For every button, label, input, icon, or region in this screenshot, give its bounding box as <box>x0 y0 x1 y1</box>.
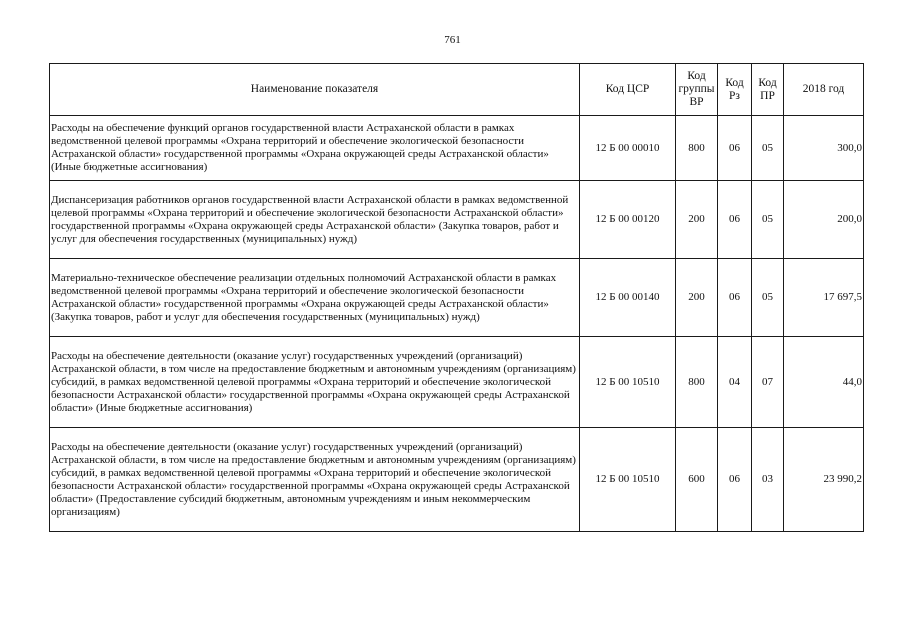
row-csr: 12 Б 00 10510 <box>580 337 676 428</box>
row-csr: 12 Б 00 00140 <box>580 259 676 337</box>
header-rz: Код Рз <box>718 64 752 116</box>
row-amount: 300,0 <box>784 116 864 181</box>
header-year: 2018 год <box>784 64 864 116</box>
table-row <box>50 259 864 337</box>
header-pr: Код ПР <box>752 64 784 116</box>
table-row <box>50 181 864 259</box>
row-vr: 600 <box>676 428 718 532</box>
row-pr: 05 <box>752 116 784 181</box>
row-pr: 03 <box>752 428 784 532</box>
row-vr: 800 <box>676 337 718 428</box>
table-header-row <box>50 64 864 116</box>
header-csr: Код ЦСР <box>580 64 676 116</box>
header-name: Наименование показателя <box>50 64 580 116</box>
row-rz: 06 <box>718 428 752 532</box>
row-rz: 06 <box>718 181 752 259</box>
table-row <box>50 428 864 532</box>
row-amount: 17 697,5 <box>784 259 864 337</box>
row-name: Расходы на обеспечение деятельности (оказание услуг) государственных учреждений (организаций) Астраханской области, в том числе на предоставление бюджетным и автономным учреждениям (организациям) субсидий, в рамках ведомственной целевой программы «Охрана территорий и обеспечение экологической безопасности Астраханской области» государственной программы «Охрана окружающей среды Астраханской области» (Иные бюджетные ассигнования) <box>50 337 580 428</box>
row-name: Диспансеризация работников органов государственной власти Астраханской области в рамках ведомственной целевой программы «Охрана территорий и обеспечение экологической безопасности Астраханской области» государственной программы «Охрана окружающей среды Астраханской области» (Закупка товаров, работ и услуг для обеспечения государственных (муниципальных) нужд) <box>50 181 580 259</box>
page-number: 761 <box>444 34 461 46</box>
row-pr: 05 <box>752 259 784 337</box>
row-name: Расходы на обеспечение деятельности (оказание услуг) государственных учреждений (организаций) Астраханской области, в том числе на предоставление бюджетным и автономным учреждениям (организациям) субсидий, в рамках ведомственной целевой программы «Охрана территорий и обеспечение экологической безопасности Астраханской области» государственной программы «Охрана окружающей среды Астраханской области» (Предоставление субсидий бюджетным, автономным учреждениям и иным некоммерческим организациям) <box>50 428 580 532</box>
row-rz: 04 <box>718 337 752 428</box>
row-vr: 200 <box>676 181 718 259</box>
header-vr: Код группы ВР <box>676 64 718 116</box>
row-rz: 06 <box>718 116 752 181</box>
row-csr: 12 Б 00 00120 <box>580 181 676 259</box>
row-amount: 23 990,2 <box>784 428 864 532</box>
row-pr: 07 <box>752 337 784 428</box>
row-name: Расходы на обеспечение функций органов государственной власти Астраханской области в рамках ведомственной целевой программы «Охрана территорий и обеспечение экологической безопасности Астраханской области» государственной программы «Охрана окружающей среды Астраханской области» (Иные бюджетные ассигнования) <box>50 116 580 181</box>
row-pr: 05 <box>752 181 784 259</box>
budget-table <box>49 63 864 532</box>
row-amount: 200,0 <box>784 181 864 259</box>
row-vr: 200 <box>676 259 718 337</box>
row-csr: 12 Б 00 10510 <box>580 428 676 532</box>
table-row <box>50 337 864 428</box>
table-row <box>50 116 864 181</box>
row-rz: 06 <box>718 259 752 337</box>
row-vr: 800 <box>676 116 718 181</box>
row-name: Материально-техническое обеспечение реализации отдельных полномочий Астраханской области в рамках ведомственной целевой программы «Охрана территорий и обеспечение экологической безопасности Астраханской области» государственной программы «Охрана окружающей среды Астраханской области» (Закупка товаров, работ и услуг для обеспечения государственных (муниципальных) нужд) <box>50 259 580 337</box>
row-csr: 12 Б 00 00010 <box>580 116 676 181</box>
row-amount: 44,0 <box>784 337 864 428</box>
